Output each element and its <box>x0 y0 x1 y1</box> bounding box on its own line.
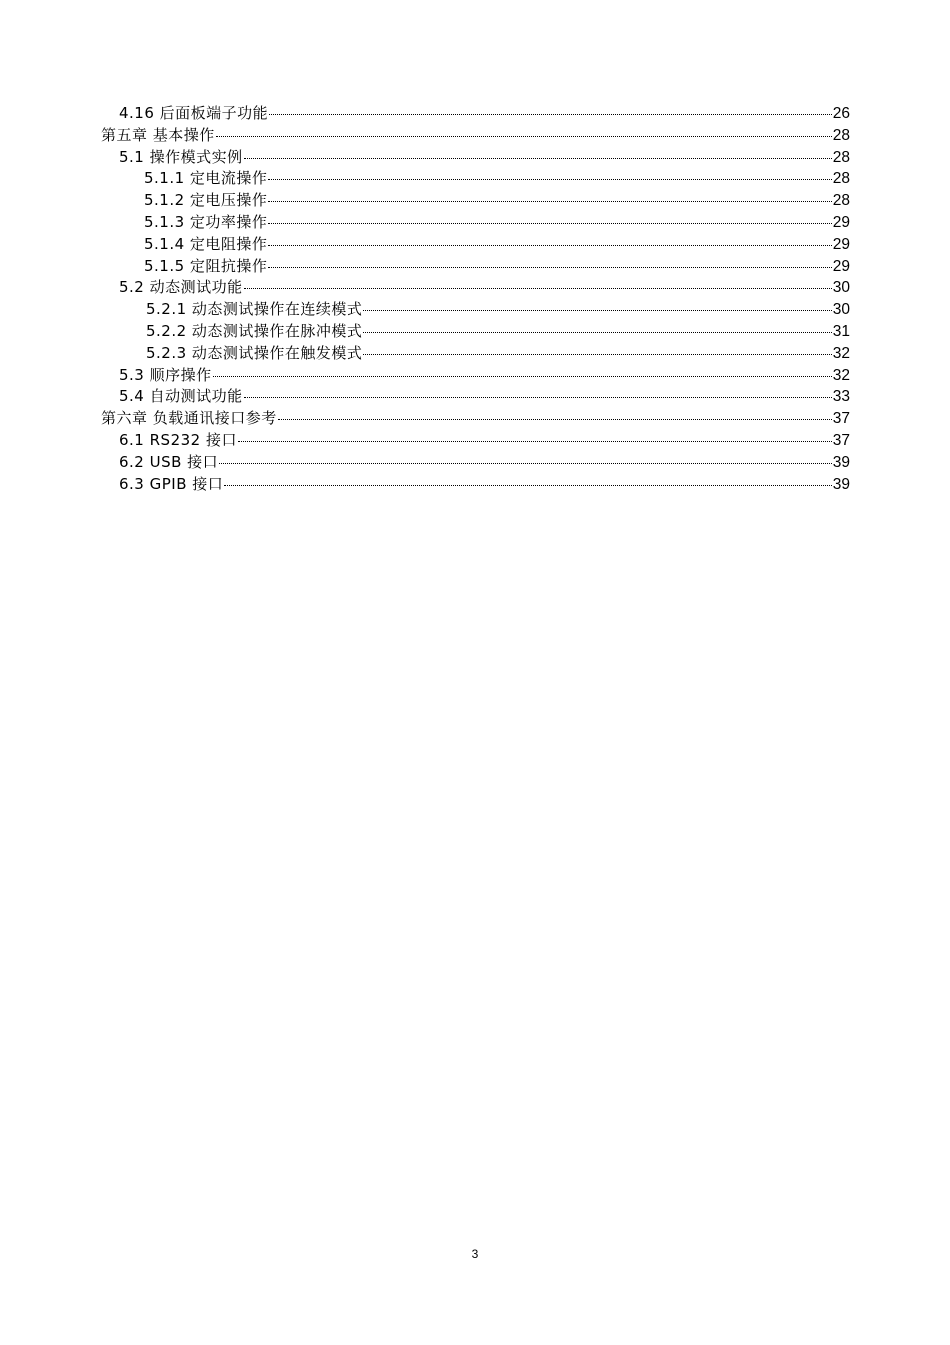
toc-entry-label: 4.16 后面板端子功能 <box>119 104 269 122</box>
toc-entry-page: 29 <box>832 213 850 231</box>
toc-entry-page: 37 <box>832 431 850 449</box>
toc-entry-page: 39 <box>832 475 850 493</box>
toc-dot-leader <box>216 136 832 137</box>
toc-entry-page: 31 <box>832 322 850 340</box>
toc-entry-label: 5.1.2 定电压操作 <box>144 191 268 210</box>
toc-entry-page: 33 <box>832 388 850 406</box>
toc-entry-page: 26 <box>832 105 850 122</box>
toc-entry-label: 5.2 动态测试功能 <box>119 278 243 297</box>
toc-entry-label: 6.1 RS232 接口 <box>119 430 237 449</box>
toc-entry-5-4[interactable] <box>101 386 850 408</box>
toc-entry-4-16[interactable] <box>101 103 850 125</box>
toc-entry-page: 30 <box>832 301 850 319</box>
toc-entry-page: 32 <box>832 366 850 384</box>
toc-entry-5-3[interactable] <box>101 365 850 387</box>
toc-entry-page: 29 <box>832 235 850 253</box>
toc-entry-label: 5.4 自动测试功能 <box>119 387 243 406</box>
toc-entry-5-2-1[interactable] <box>101 299 850 321</box>
toc-entry-label: 第五章 基本操作 <box>101 125 215 144</box>
toc-entry-label: 6.3 GPIB 接口 <box>119 474 224 493</box>
toc-entry-page: 32 <box>832 344 850 362</box>
toc-entry-5-1-3[interactable] <box>101 212 850 234</box>
toc-dot-leader <box>363 332 831 333</box>
toc-dot-leader <box>278 419 832 420</box>
toc-dot-leader <box>268 245 831 246</box>
toc-dot-leader <box>268 267 831 268</box>
toc-dot-leader <box>244 288 832 289</box>
toc-entry-5-1-2[interactable] <box>101 190 850 212</box>
toc-entry-label: 5.1.4 定电阻操作 <box>144 234 268 253</box>
toc-dot-leader <box>213 376 832 377</box>
toc-entry-page: 28 <box>832 170 850 188</box>
toc-entry-label: 第六章 负载通讯接口参考 <box>101 409 277 428</box>
toc-entry-label: 5.3 顺序操作 <box>119 365 212 384</box>
toc-dot-leader <box>363 354 831 355</box>
toc-dot-leader <box>238 441 832 442</box>
toc-entry-6-1[interactable] <box>101 430 850 452</box>
toc-dot-leader <box>219 463 832 464</box>
toc-entry-5-2[interactable] <box>101 277 850 299</box>
toc-entry-5-2-3[interactable] <box>101 343 850 365</box>
toc-entry-label: 5.1.3 定功率操作 <box>144 212 268 231</box>
toc-entry-6-3[interactable] <box>101 474 850 496</box>
toc-entry-page: 28 <box>832 148 850 166</box>
toc-entry-page: 28 <box>832 126 850 144</box>
toc-entry-5-1-4[interactable] <box>101 234 850 256</box>
toc-entry-label: 6.2 USB 接口 <box>119 452 219 471</box>
toc-dot-leader <box>269 114 832 115</box>
toc-entry-page: 30 <box>832 279 850 297</box>
toc-entry-chapter-6[interactable] <box>101 408 850 430</box>
toc-entry-label: 5.2.1 动态测试操作在连续模式 <box>146 300 363 319</box>
toc-entry-label: 5.1.5 定阻抗操作 <box>144 256 268 275</box>
toc-dot-leader <box>224 485 831 486</box>
toc-entry-label: 5.1.1 定电流操作 <box>144 169 268 188</box>
toc-entry-label: 5.1 操作模式实例 <box>119 147 243 166</box>
toc-dot-leader <box>268 179 831 180</box>
toc-entry-5-1-1[interactable] <box>101 168 850 190</box>
toc-entry-page: 28 <box>832 192 850 210</box>
toc-dot-leader <box>268 201 831 202</box>
toc-dot-leader <box>244 158 832 159</box>
toc-entry-chapter-5[interactable] <box>101 125 850 147</box>
page-number: 3 <box>471 1247 479 1261</box>
toc-entry-page: 39 <box>832 453 850 471</box>
toc-entry-page: 29 <box>832 257 850 275</box>
toc-dot-leader <box>268 223 831 224</box>
toc-dot-leader <box>244 397 832 398</box>
toc-entry-5-2-2[interactable] <box>101 321 850 343</box>
toc-entry-label: 5.2.3 动态测试操作在触发模式 <box>146 343 363 362</box>
toc-entry-6-2[interactable] <box>101 452 850 474</box>
toc-entry-page: 37 <box>832 410 850 428</box>
toc-entry-5-1-5[interactable] <box>101 256 850 278</box>
toc-entry-5-1[interactable] <box>101 147 850 169</box>
toc-dot-leader <box>363 310 831 311</box>
table-of-contents <box>101 103 850 495</box>
toc-entry-label: 5.2.2 动态测试操作在脉冲模式 <box>146 321 363 340</box>
